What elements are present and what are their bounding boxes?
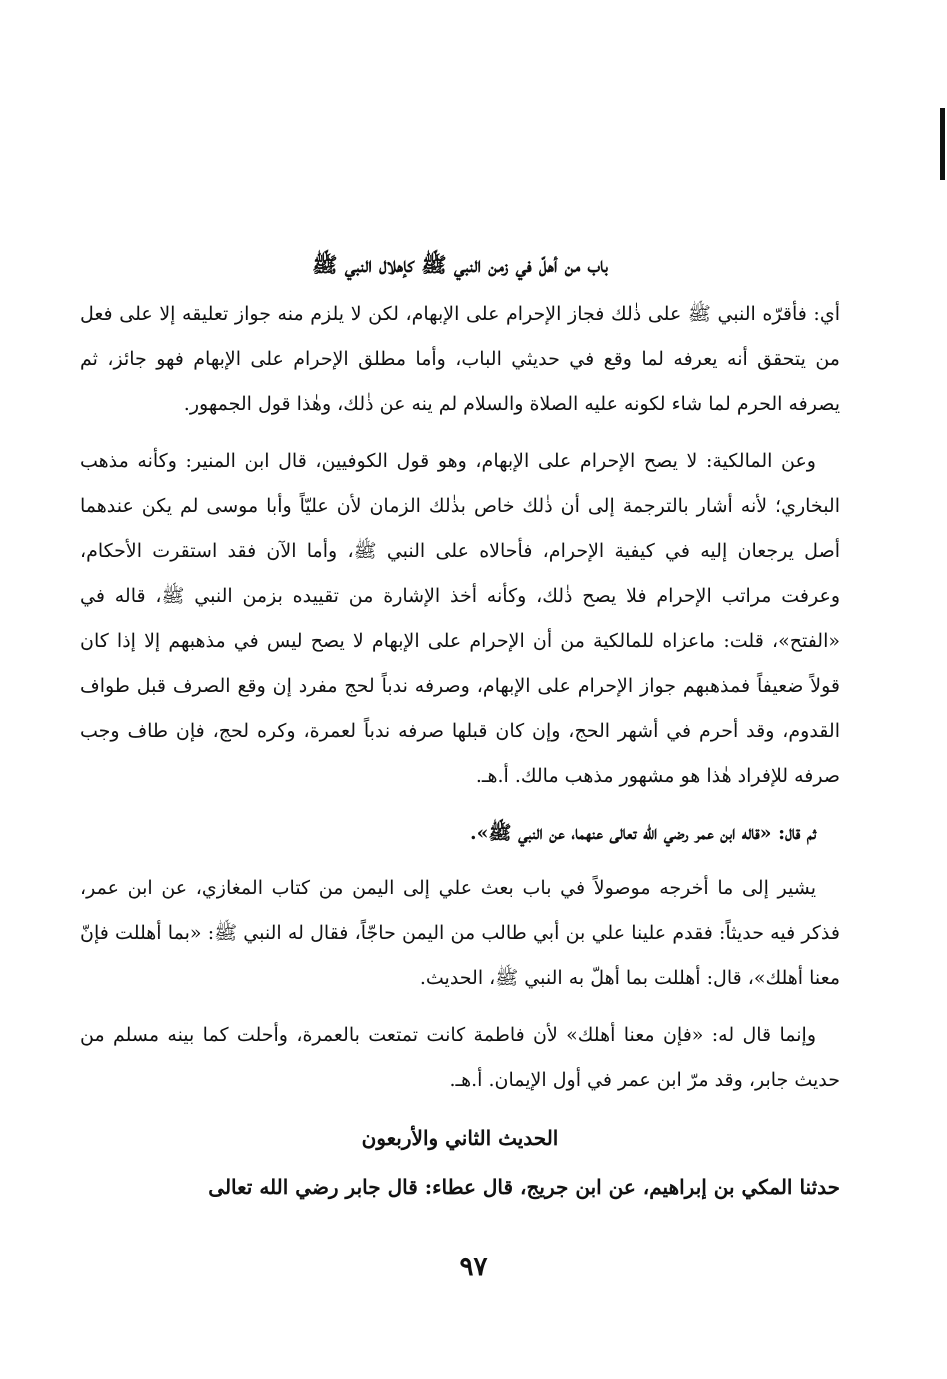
page-content — [80, 240, 840, 1210]
hadith-heading: الحديث الثاني والأربعون — [361, 1126, 559, 1150]
paragraph-1: أي: فأقرّه النبي ﷺ على ذٰلك فجاز الإحرام على الإبهام، لكن لا يلزم منه جواز تعليقه إلا على فعل من يتحقق أنه يعرفه لما وقع في حديثي الباب، وأما مطلق الإحرام على الإبهام فهو جائز، ثم يصرفه الحرم لما شاء لكونه عليه الصلاة والسلام لم ينه عن ذٰلك، وهٰذا قول الجمهور. — [80, 303, 840, 415]
paragraph-3: يشير إلى ما أخرجه موصولاً في باب بعث علي إلى اليمن من كتاب المغازي، عن ابن عمر، فذكر فيه حديثاً: فقدم علينا علي بن أبي طالب من اليمن حاجّاً، فقال له النبي ﷺ: «بما أهللت فإنّ معنا أهلك»، قال: أهللت بما أهلّ به النبي ﷺ، الحديث. — [80, 877, 840, 989]
paragraph-2: وعن المالكية: لا يصح الإحرام على الإبهام، وهو قول الكوفيين، قال ابن المنير: وكأنه مذهب البخاري؛ لأنه أشار بالترجمة إلى أن ذٰلك خاص بذٰلك الزمان لأن عليّاً وأبا موسى لم يكن عندهما أصل يرجعان إليه في كيفية الإحرام، فأحالاه على النبي ﷺ، وأما الآن فقد استقرت الأحكام، وعرفت مراتب الإحرام فلا يصح ذٰلك، وكأنه أخذ الإشارة من تقييده بزمن النبي ﷺ، قاله في «الفتح»، قلت: ماعزاه للمالكية من أن الإحرام على الإبهام لا يصح ليس في مذهبهم إلا إذا كان قولاً ضعيفاً فمذهبهم جواز الإحرام على الإبهام، وصرفه ندباً لحج مفرد إن وقع الصرف قبل طواف القدوم، وقد أحرم في أشهر الحج، وإن كان قبلها صرفه ندباً لعمرة، وكره لحج، فإن طاف وجب صرفه للإفراد هٰذا هو مشهور مذهب مالك. أ.هـ. — [80, 450, 840, 787]
chapter-heading: باب من أهلّ في زمن النبي ﷺ كإهلال النبي ﷺ — [312, 252, 608, 277]
page-number: ٩٧ — [459, 1252, 488, 1282]
narration-line: حدثنا المكي بن إبراهيم، عن ابن جريج، قال عطاء: قال جابر رضي الله تعالى — [208, 1175, 840, 1199]
quote-line: ثم قال: «قاله ابن عمر رضي الله تعالى عنهما، عن النبي ﷺ». — [470, 822, 816, 844]
paragraph-4: وإنما قال له: «فإن معنا أهلك» لأن فاطمة كانت تمتعت بالعمرة، وأحلت كما بينه مسلم من حديث جابر، وقد مرّ ابن عمر في أول الإيمان. أ.هـ. — [80, 1024, 840, 1091]
page-edge-mark — [940, 108, 945, 180]
